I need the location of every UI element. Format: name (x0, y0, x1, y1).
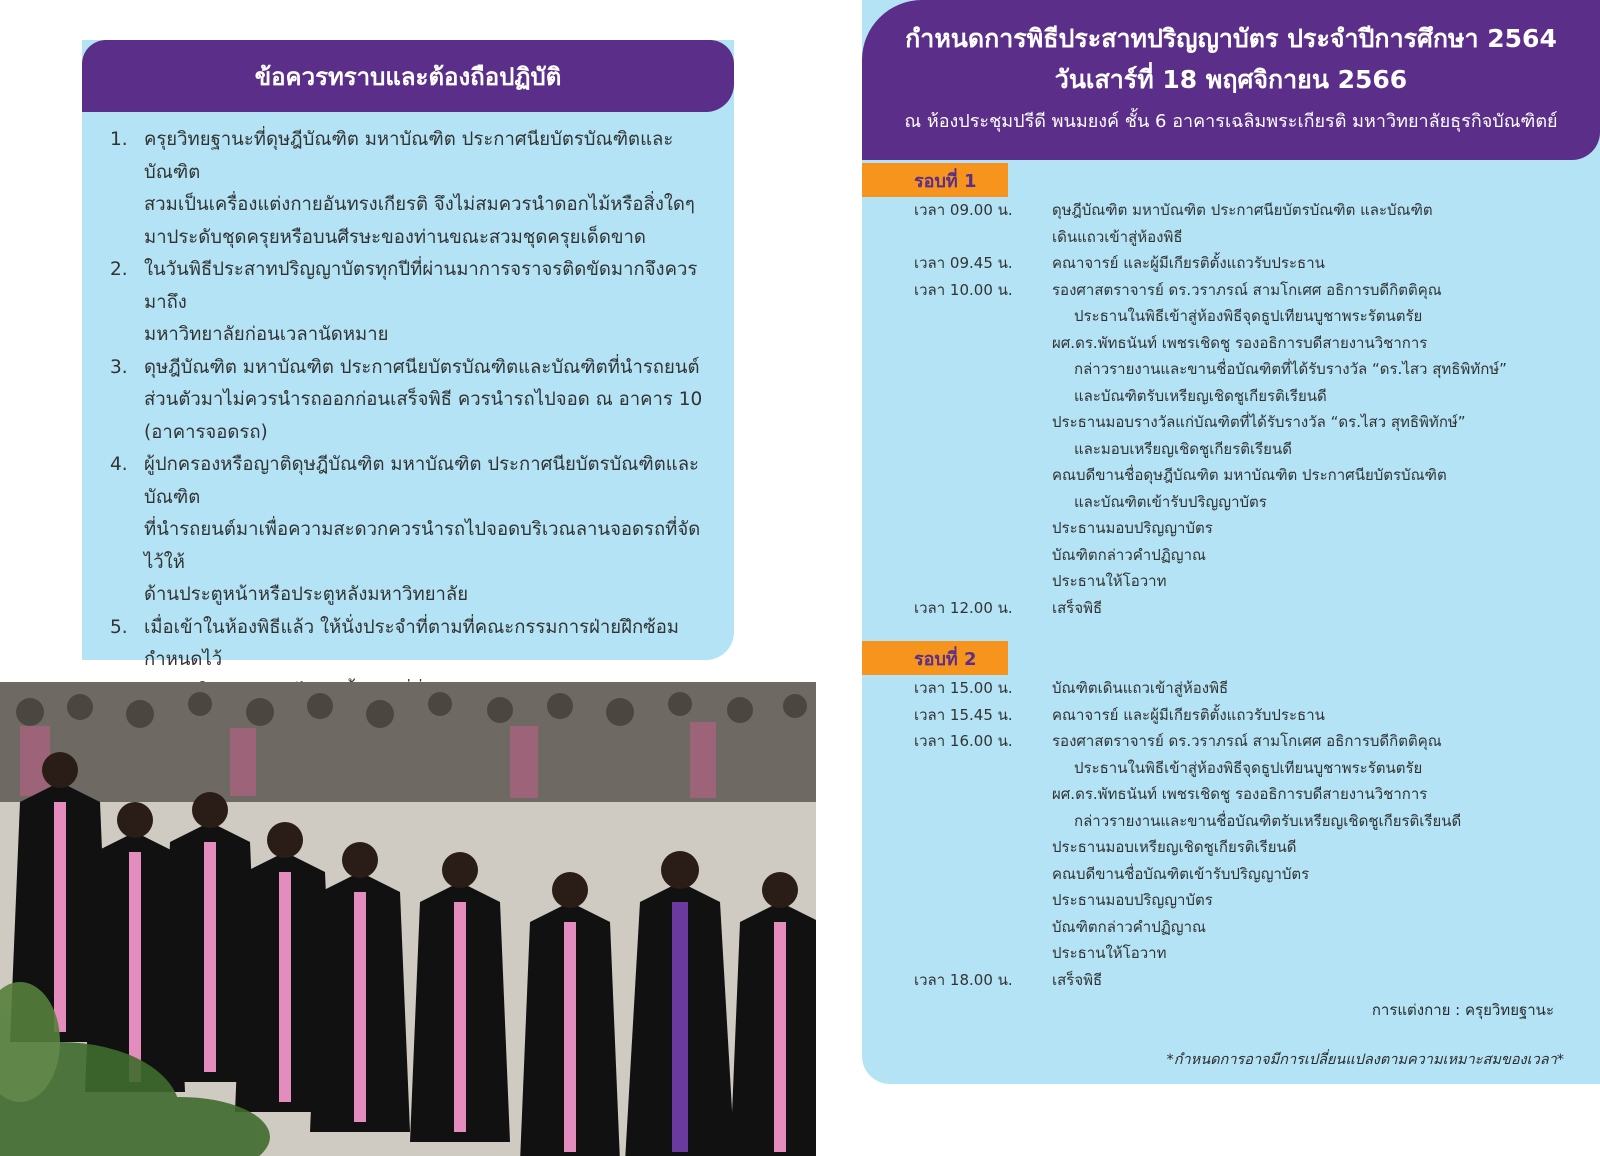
schedule-description: ผศ.ดร.พัทธนันท์ เพชรเชิดชู รองอธิการบดีสายงานวิชาการ (1052, 785, 1428, 803)
schedule-row (862, 940, 1600, 967)
round-2-tag: รอบที่ 2 (862, 641, 1008, 675)
schedule-description: กล่าวรายงานและขานชื่อบัณฑิตที่ได้รับรางวัล “ดร.ไสว สุทธิพิทักษ์” (1074, 360, 1507, 378)
schedule-description: ประธานในพิธีเข้าสู่ห้องพิธีจุดธูปเทียนบูชาพระรัตนตรัย (1074, 758, 1423, 777)
schedule-description: ประธานมอบปริญญาบัตร (1052, 519, 1213, 537)
schedule-time (862, 356, 1030, 383)
round-2-rows (862, 675, 1600, 993)
schedule-description: คณาจารย์ และผู้มีเกียรติตั้งแถวรับประธาน (1052, 254, 1325, 272)
schedule-time (862, 808, 1030, 835)
schedule-time: เวลา 15.00 น. (914, 679, 1013, 697)
schedule-description: ประธานมอบรางวัลแก่บัณฑิตที่ได้รับรางวัล “ดร.ไสว สุทธิพิทักษ์” (1052, 413, 1466, 431)
schedule-description: ประธานให้โอวาท (1052, 944, 1167, 962)
schedule-row (862, 462, 1600, 489)
schedule-row (862, 436, 1600, 463)
schedule-row (862, 383, 1600, 410)
schedule-description: ประธานในพิธีเข้าสู่ห้องพิธีจุดธูปเทียนบูชาพระรัตนตรัย (1074, 307, 1423, 325)
schedule-row (862, 277, 1600, 304)
schedule-description: รองศาสตราจารย์ ดร.วราภรณ์ สามโกเศศ อธิการบดีกิตติคุณ (1052, 732, 1442, 750)
schedule-row (862, 781, 1600, 808)
schedule-time: เวลา 10.00 น. (914, 280, 1013, 299)
notice-item-number: 1. (110, 129, 128, 150)
schedule-row (862, 914, 1600, 941)
schedule-description: ดุษฎีบัณฑิต มหาบัณฑิต ประกาศนียบัตรบัณฑิต และบัณฑิต (1052, 201, 1433, 219)
notice-item (110, 124, 714, 254)
notice-panel (82, 40, 734, 670)
schedule-description: และบัณฑิตรับเหรียญเชิดชูเกียรติเรียนดี (1074, 386, 1327, 405)
schedule-row (862, 489, 1600, 516)
notice-item-number: 5. (110, 616, 128, 638)
schedule-row (862, 197, 1600, 224)
schedule-row (862, 702, 1600, 729)
schedule-time (862, 515, 1030, 542)
schedule-description: คณบดีขานชื่อบัณฑิตเข้ารับปริญญาบัตร (1052, 864, 1310, 883)
schedule-description: บัณฑิตกล่าวคำปฏิญาณ (1052, 917, 1206, 936)
schedule-row (862, 542, 1600, 569)
schedule-row (862, 356, 1600, 383)
schedule-description: คณบดีขานชื่อดุษฎีบัณฑิต มหาบัณฑิต ประกาศนียบัตรบัณฑิต (1052, 466, 1447, 484)
schedule-time: เวลา 09.45 น. (914, 254, 1013, 272)
schedule-time: เวลา 15.45 น. (914, 705, 1013, 724)
schedule-header (862, 0, 1600, 160)
schedule-row (862, 887, 1600, 914)
schedule-row (862, 861, 1600, 888)
schedule-description: รองศาสตราจารย์ ดร.วราภรณ์ สามโกเศศ อธิการบดีกิตติคุณ (1052, 280, 1442, 299)
schedule-time (862, 940, 1030, 967)
schedule-row (862, 515, 1600, 542)
schedule-description: บัณฑิตเดินแถวเข้าสู่ห้องพิธี (1052, 679, 1229, 697)
schedule-row (862, 808, 1600, 835)
schedule-time: เวลา 12.00 น. (914, 598, 1013, 617)
schedule-time: เวลา 16.00 น. (914, 732, 1013, 750)
schedule-row (862, 834, 1600, 861)
schedule-description: บัณฑิตกล่าวคำปฏิญาณ (1052, 545, 1206, 564)
schedule-time (862, 489, 1030, 516)
schedule-row (862, 409, 1600, 436)
notice-item-number: 2. (110, 259, 128, 280)
schedule-row (862, 595, 1600, 622)
schedule-time (862, 542, 1030, 569)
schedule-title: กำหนดการพิธีประสาทปริญญาบัตร ประจำปีการศึกษา 2564 (905, 24, 1557, 53)
schedule-row (862, 568, 1600, 595)
schedule-time (862, 568, 1030, 595)
notice-item (110, 254, 714, 352)
schedule-row (862, 303, 1600, 330)
graduates-photo (0, 682, 816, 1156)
schedule-description: และมอบเหรียญเชิดชูเกียรติเรียนดี (1074, 439, 1292, 458)
schedule-time (862, 887, 1030, 914)
schedule-row (862, 755, 1600, 782)
schedule-time (862, 834, 1030, 861)
notice-item-text: ดุษฎีบัณฑิต มหาบัณฑิต ประกาศนียบัตรบัณฑิตและบัณฑิตที่นำรถยนต์ ส่วนตัวมาไม่ควรนำรถออกก่อนเสร็จพิธี ควรนำรถไปจอด ณ อาคาร 10 (อาคารจอดรถ) (144, 356, 703, 443)
schedule-description: กล่าวรายงานและขานชื่อบัณฑิตรับเหรียญเชิดชูเกียรติเรียนดี (1074, 811, 1462, 830)
schedule-time (862, 409, 1030, 436)
schedule-time (862, 861, 1030, 888)
notice-item-text: ในวันพิธีประสาทปริญญาบัตรทุกปีที่ผ่านมาการจราจรติดขัดมากจึงควรมาถึง มหาวิทยาลัยก่อนเวลานัดหมาย (144, 259, 698, 345)
schedule-venue: ณ ห้องประชุมปรีดี พนมยงค์ ชั้น 6 อาคารเฉลิมพระเกียรติ มหาวิทยาลัยธุรกิจบัณฑิตย์ (904, 111, 1558, 132)
round-1-rows (862, 197, 1600, 621)
schedule-row (862, 330, 1600, 357)
schedule-description: เสร็จพิธี (1052, 598, 1103, 617)
schedule-row (862, 224, 1600, 251)
schedule-time (862, 755, 1030, 782)
schedule-time (862, 224, 1030, 251)
schedule-time (862, 383, 1030, 410)
notice-item-number: 4. (110, 454, 128, 475)
schedule-panel (862, 0, 1600, 1084)
notice-item (110, 449, 714, 612)
disclaimer-note: *กำหนดการอาจมีการเปลี่ยนแปลงตามความเหมาะสมของเวลา* (1166, 1052, 1564, 1068)
schedule-row (862, 250, 1600, 277)
schedule-description: เดินแถวเข้าสู่ห้องพิธี (1052, 227, 1183, 246)
dress-code: การแต่งกาย : ครุยวิทยฐานะ (1371, 1001, 1554, 1019)
schedule-row (862, 728, 1600, 755)
round-1-tag: รอบที่ 1 (862, 163, 1008, 197)
schedule-description: คณาจารย์ และผู้มีเกียรติตั้งแถวรับประธาน (1052, 705, 1325, 724)
schedule-description: ประธานมอบเหรียญเชิดชูเกียรติเรียนดี (1052, 838, 1297, 856)
notice-item-number: 3. (110, 356, 128, 378)
schedule-time (862, 303, 1030, 330)
schedule-description: ประธานมอบปริญญาบัตร (1052, 891, 1213, 909)
schedule-time (862, 330, 1030, 357)
schedule-description: และบัณฑิตเข้ารับปริญญาบัตร (1074, 492, 1267, 511)
notice-item (110, 352, 714, 450)
schedule-date: วันเสาร์ที่ 18 พฤศจิกายน 2566 (1054, 65, 1408, 94)
schedule-time (862, 914, 1030, 941)
schedule-row (862, 675, 1600, 702)
notice-item-text: เมื่อเข้าในห้องพิธีแล้ว ให้นั่งประจำที่ตามที่คณะกรรมการฝ่ายฝึกซ้อมกำหนดไว้ (144, 616, 680, 670)
schedule-description: ประธานให้โอวาท (1052, 572, 1167, 590)
schedule-time: เวลา 18.00 น. (914, 970, 1013, 989)
notice-item-text: ครุยวิทยฐานะที่ดุษฎีบัณฑิต มหาบัณฑิต ประกาศนียบัตรบัณฑิตและบัณฑิต สวมเป็นเครื่องแต่งกายอันทรงเกียรติ จึงไม่สมควรนำดอกไม้หรือสิ่งใดๆ มาประดับชุดครุยหรือบนศีรษะของท่านขณะสวมชุดครุยเด็ดขาด (144, 129, 695, 248)
schedule-time (862, 462, 1030, 489)
schedule-time (862, 781, 1030, 808)
schedule-time: เวลา 09.00 น. (914, 201, 1013, 219)
schedule-description: ผศ.ดร.พัทธนันท์ เพชรเชิดชู รองอธิการบดีสายงานวิชาการ (1052, 333, 1428, 352)
notice-title: ข้อควรทราบและต้องถือปฏิบัติ (82, 40, 734, 112)
schedule-row (862, 967, 1600, 994)
graduates-illustration (0, 682, 816, 1156)
notice-item-text: ผู้ปกครองหรือญาติดุษฎีบัณฑิต มหาบัณฑิต ประกาศนียบัตรบัณฑิตและบัณฑิต ที่นำรถยนต์มาเพื่อความสะดวกควรนำรถไปจอดบริเวณลานจอดรถที่จัดไว้ให้ ด้านประตูหน้าหรือประตูหลังมหาวิทยาลัย (144, 454, 701, 605)
schedule-description: เสร็จพิธี (1052, 970, 1103, 989)
schedule-time (862, 436, 1030, 463)
